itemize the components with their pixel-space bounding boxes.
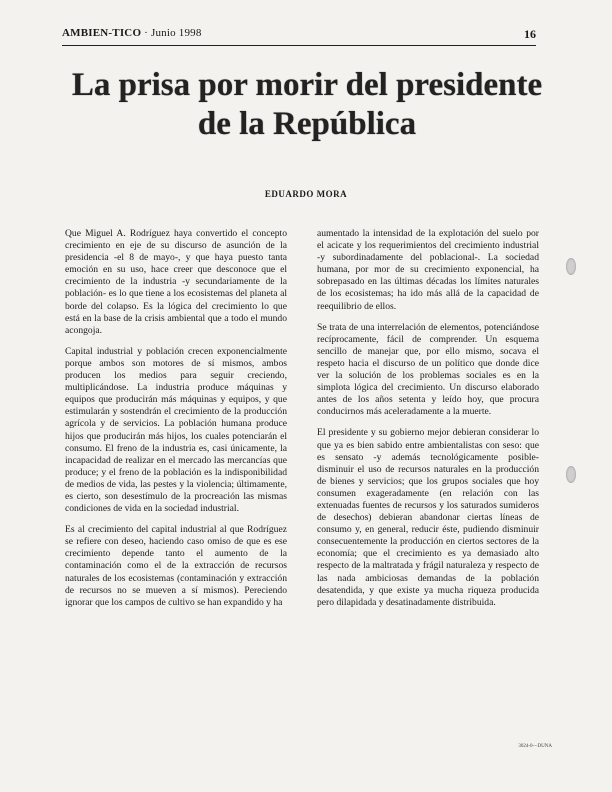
paragraph: El presidente y su gobierno mejor debieran considerar lo que ya es bien sabido entre ambientalistas con seso: que es sensato -y además tecnológicamente posible- disminuir el uso de recursos naturales en la producción de bienes y servicios; que los grupos sociales que hoy consumen exageradamente (en relación con las extenuadas fuentes de recursos y los saturados sumideros de desechos) debieran abandonar ciertas líneas de consumo y, en general, reducir éste, pudiendo disminuir consecuentemente la producción en ciertos sectores de la economía; que el crecimiento es ya demasiado alto respecto de la maltratada y frágil naturaleza y respecto de las nada ambiciosas demandas de la población desatendida, y que existe ya mucha riqueza producida pero dilapidada y desatinadamente distribuida. — [317, 427, 539, 608]
punch-hole — [566, 258, 576, 275]
footer-code: 3024-0—DUNA — [518, 744, 552, 749]
running-header — [62, 27, 536, 46]
page-number: 16 — [524, 27, 536, 41]
paragraph: Es al crecimiento del capital industrial al que Rodríguez se refiere con deseo, haciendo caso omiso de que es ese crecimiento depende tanto el aumento de la contaminación como el de la extracción de recursos naturales de los ecosistemas (contaminación y extracción de recursos no se mueven a sí mismos). Pereciendo ignorar que los campos de cultivo se han expandido y ha — [65, 524, 287, 608]
article-author: EDUARDO MORA — [264, 189, 348, 199]
journal-title: AMBIEN-TICO — [62, 27, 142, 39]
journal-name — [62, 27, 202, 39]
issue-date: · Junio 1998 — [141, 27, 202, 39]
paragraph: Capital industrial y población crecen exponencialmente porque ambos son motores de sí mismos, ambos producen los medios para seguir creciendo, multiplicándose. La industria produce máquinas y equipos que producirán más máquinas y equipos, y que estimularán y sostendrán el crecimiento de la producción agrícola y de servicios. La población humana produce hijos que producirán más hijos, los cuales potenciarán el consumo. El freno de la industria es, casi únicamente, la incapacidad de realizar en el mercado las mercancías que produce; y el freno de la población es la indisponibilidad de medios de vida, las pestes y la violencia; últimamente, es cierto, son desestímulo de la procreación las mismas condiciones de vida en la sociedad industrial. — [65, 345, 287, 515]
paragraph: aumentado la intensidad de la explotación del suelo por el acicate y los requerimientos del crecimiento industrial -y subordinadamente del poblacional-. La sociedad humana, por mor de su crecimiento exponencial, ha sobrepasado en las últimas décadas los límites naturales de los ecosistemas; ha ido más allá de la capacidad de reequilibrio de ellos. — [317, 228, 539, 312]
left-column — [65, 228, 287, 618]
punch-hole — [566, 466, 576, 483]
article-title: La prisa por morir del presidente de la República — [71, 67, 543, 142]
paragraph: Se trata de una interrelación de elementos, potenciándose recíprocamente, fácil de comprender. Un esquema sencillo de manejar que, por ello mismo, socava el respeto hacia el discurso de un político que donde dice ver la solución de los problemas sociales es en la simplota lógica del crecimiento. Un discurso elaborado antes de los años setenta y leído hoy, que procura conducirnos más aceleradamente a la muerte. — [317, 321, 539, 418]
paragraph: Que Miguel A. Rodríguez haya convertido el concepto crecimiento en eje de su discurso de asunción de la presidencia -el 8 de mayo-, y que haya puesto tanta emoción en su uso, hace creer que desconoce que el crecimiento de la industria -y secundariamente de la población- es lo que tiene a los ecosistemas del planeta al borde del colapso. Es la lógica del crecimiento lo que está en la base de la crisis ambiental que a todo el mundo acongoja. — [65, 228, 287, 336]
right-column — [317, 228, 539, 618]
